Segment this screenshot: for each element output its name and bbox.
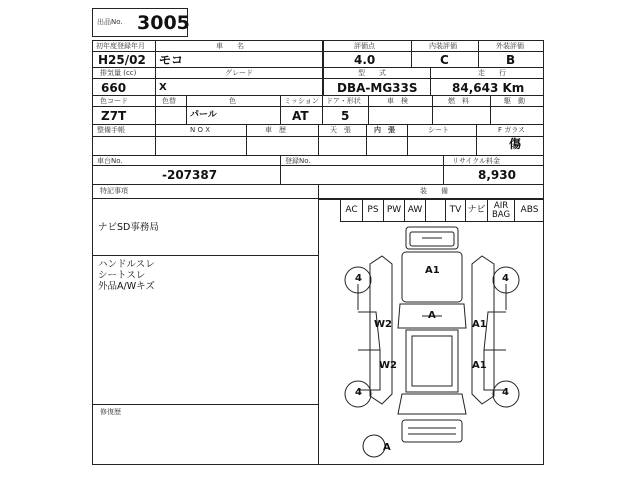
mission-label: ミッション: [284, 97, 319, 105]
frame-no-value: -207387: [162, 168, 218, 182]
interior-value: C: [440, 53, 449, 67]
damage-mark-tire-front-right: 4: [502, 273, 509, 284]
lot-number: 3005: [137, 12, 190, 34]
windshield: [410, 232, 454, 246]
equipment-blank: [425, 200, 445, 221]
color-name-value: パール: [190, 110, 217, 120]
remarks-block: ハンドルスレ シートスレ 外品A/Wキズ: [98, 259, 155, 292]
ceiling-label: 天 張: [330, 126, 351, 134]
equipment-row: [340, 199, 544, 222]
displacement-label: 排気量 (cc): [100, 69, 137, 77]
interior-label: 内装評価: [429, 42, 457, 50]
score-label: 評価点: [354, 42, 375, 50]
color-code-label: 色コード: [100, 97, 128, 105]
left-side-outline: [370, 256, 392, 404]
equipment-pw: PW: [383, 200, 404, 221]
equipment-abs: ABS: [514, 200, 544, 221]
model-type-label: 型 式: [358, 69, 386, 77]
doors-label: ドア・形状: [326, 97, 361, 105]
equipment-aw: AW: [404, 200, 425, 221]
car-history-label: 車 歴: [265, 126, 286, 134]
equipment-ps: PS: [362, 200, 383, 221]
lot-number-box: [92, 8, 188, 37]
model-label: 車 名: [216, 42, 244, 50]
lot-label: 出品No.: [97, 18, 123, 26]
mileage-value: 84,643 Km: [452, 81, 525, 95]
equipment-ac: AC: [340, 200, 362, 221]
cabin-outline: [406, 330, 458, 392]
year-value: H25/02: [98, 53, 146, 67]
recycle-fee-value: 8,930: [478, 168, 516, 182]
grade-label: グレード: [225, 69, 253, 77]
model-value: モコ: [159, 53, 184, 67]
equipment-navi: ナビ: [465, 200, 487, 221]
damage-mark-right-rear-door: A1: [472, 360, 487, 371]
equipment-header: 装 備: [420, 187, 448, 195]
color-label: 色: [229, 97, 236, 105]
exterior-label: 外装評価: [496, 42, 524, 50]
damage-mark-tire-front-left: 4: [355, 273, 362, 284]
frame-no-label: 車台No.: [97, 157, 123, 165]
drive-label: 駆 動: [504, 97, 525, 105]
roof-outline: [402, 252, 462, 302]
front-glass-label: F ガラス: [498, 126, 526, 134]
color-change-label: 色替: [162, 97, 176, 105]
equipment-tv: TV: [445, 200, 465, 221]
damage-mark-tire-rear-right: 4: [502, 387, 509, 398]
grade-value: X: [159, 82, 167, 93]
damage-mark-right-front-door: A1: [472, 319, 487, 330]
fuel-label: 燃 料: [448, 97, 469, 105]
model-type-value: DBA-MG33S: [337, 81, 418, 95]
interior-trim-label: 内 張: [374, 126, 395, 134]
score-value: 4.0: [354, 53, 376, 67]
color-code-value: Z7T: [101, 109, 127, 123]
damage-mark-hood: A: [428, 310, 436, 321]
remarks-line: ナビSD事務局: [98, 222, 159, 233]
damage-mark-front-bumper: A: [383, 442, 391, 453]
exterior-value: B: [506, 53, 516, 67]
remarks-header: 特記事項: [100, 187, 128, 195]
damage-mark-left-front-door: W2: [374, 319, 392, 330]
seat-label: シート: [428, 126, 449, 134]
doors-value: 5: [341, 109, 350, 123]
recycle-fee-label: リサイクル料金: [452, 157, 501, 165]
car-damage-diagram: [322, 224, 542, 464]
damage-mark-roof: A1: [425, 265, 440, 276]
damage-mark-left-rear-door: W2: [379, 360, 397, 371]
inspection-label: 車 検: [387, 97, 408, 105]
front-glass-value: 傷: [509, 137, 522, 151]
displacement-value: 660: [101, 81, 127, 95]
mileage-label: 走 行: [478, 69, 506, 77]
repair-history-label: 修復歴: [100, 408, 121, 416]
right-side-outline: [472, 256, 494, 404]
equipment-airbag: AIR BAG: [487, 200, 514, 221]
mission-value: AT: [292, 109, 309, 123]
spare-tire-circle: [363, 435, 385, 457]
nox-label: N O X: [190, 126, 210, 134]
registration-no-label: 登録No.: [285, 157, 311, 165]
year-label: 初年度登録年月: [96, 42, 145, 50]
maintenance-book-label: 整備手帳: [97, 126, 125, 134]
damage-mark-tire-rear-left: 4: [355, 387, 362, 398]
